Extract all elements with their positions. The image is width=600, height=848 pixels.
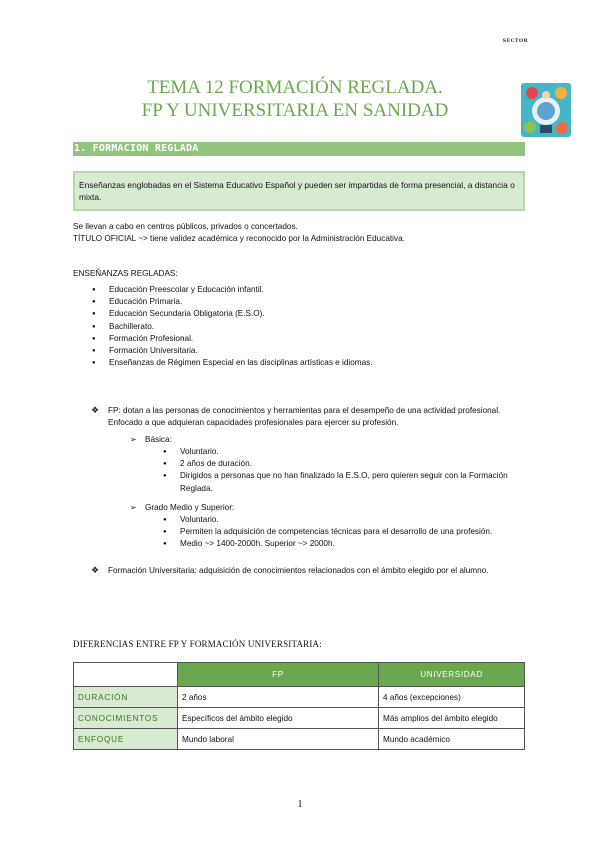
list-item: ● Educación Secundaria Obligatoria (E.S.O). <box>92 308 512 320</box>
row-label: CONOCIMIENTOS <box>74 708 178 729</box>
section-heading-bar <box>73 142 525 156</box>
table-header-fp: FP <box>178 663 379 687</box>
header-illustration <box>521 83 571 137</box>
table-cell: 2 años <box>178 687 379 708</box>
list-item: ● Formación Universitaria. <box>92 345 512 357</box>
list-item: ● Medio ~> 1400-2000h. Superior ~> 2000h. <box>163 538 543 550</box>
list-item: ● Enseñanzas de Régimen Especial en las disciplinas artísticas e idiomas. <box>92 357 512 369</box>
table-header-row <box>74 663 525 687</box>
row-label: ENFOQUE <box>74 729 178 750</box>
list-item: ● Educación Primaria. <box>92 296 512 308</box>
regladas-list <box>92 284 512 369</box>
diamond-bullet-icon: ❖ <box>91 405 100 415</box>
arrow-bullet-icon: ➢ <box>130 503 137 512</box>
arrow-bullet-icon: ➢ <box>130 435 137 444</box>
definition-callout <box>73 171 525 211</box>
table-header-empty <box>74 663 178 687</box>
list-item: ● 2 años de duración. <box>163 458 513 470</box>
list-item: ● Voluntario. <box>163 446 513 458</box>
intro-line-2: TÍTULO OFICIAL ~> tiene validez académica y reconocido por la Administración Educativa. <box>73 233 405 243</box>
page-number: 1 <box>297 799 303 810</box>
section-heading: 1. FORMACION REGLADA <box>74 143 199 154</box>
intro-block <box>73 221 405 244</box>
table-row <box>74 708 525 729</box>
list-item: ● Bachillerato. <box>92 321 512 333</box>
grado-list <box>163 514 543 551</box>
row-label: DURACIÓN <box>74 687 178 708</box>
diferencias-heading: DIFERENCIAS ENTRE FP Y FORMACIÓN UNIVERSITARIA: <box>73 639 322 649</box>
universitaria-description: Formación Universitaria: adquisición de conocimientos relacionados con el ámbito elegido por el alumno. <box>108 566 489 575</box>
basica-label: Básica: <box>145 435 172 444</box>
grado-label: Grado Medio y Superior: <box>145 503 235 512</box>
diamond-bullet-icon: ❖ <box>91 565 100 575</box>
sector-label: SECTOR <box>502 38 528 44</box>
page-title <box>70 76 520 122</box>
table-cell: Específicos del ámbito elegido <box>178 708 379 729</box>
basica-list <box>163 446 513 495</box>
list-item: ● Permiten la adquisición de competencias técnicas para el desarrollo de una profesión. <box>163 526 543 538</box>
comparison-table <box>73 662 525 750</box>
table-cell: Más amplios del ámbito elegido <box>379 708 525 729</box>
title-line-1: TEMA 12 FORMACIÓN REGLADA. <box>147 77 443 98</box>
table-row <box>74 729 525 750</box>
title-line-2: FP Y UNIVERSITARIA EN SANIDAD <box>141 100 449 121</box>
table-cell: Mundo académico <box>379 729 525 750</box>
fp-description: FP: dotan a las personas de conocimientos y herramientas para el desempeño de una actividad profesional. Enfocado a que adquieran capacidades profesionales para ejercer su profesión. <box>108 406 501 427</box>
list-item: ● Educación Preescolar y Educación infantil. <box>92 284 512 296</box>
table-row <box>74 687 525 708</box>
regladas-heading: ENSEÑANZAS REGLADAS: <box>73 269 178 278</box>
table-cell: Mundo laboral <box>178 729 379 750</box>
table-cell: 4 años (excepciones) <box>379 687 525 708</box>
table-header-universidad: UNIVERSIDAD <box>379 663 525 687</box>
list-item: ● Voluntario. <box>163 514 543 526</box>
callout-text: Enseñanzas englobadas en el Sistema Educativo Español y pueden ser impartidas de forma presencial, a distancia o mixta. <box>79 180 515 202</box>
intro-line-1: Se llevan a cabo en centros públicos, privados o concertados. <box>73 222 298 231</box>
list-item: ● Dirigidos a personas que no han finalizado la E.S.O, pero quieren seguir con la Formación Reglada. <box>163 470 513 494</box>
list-item: ● Formación Profesional. <box>92 333 512 345</box>
